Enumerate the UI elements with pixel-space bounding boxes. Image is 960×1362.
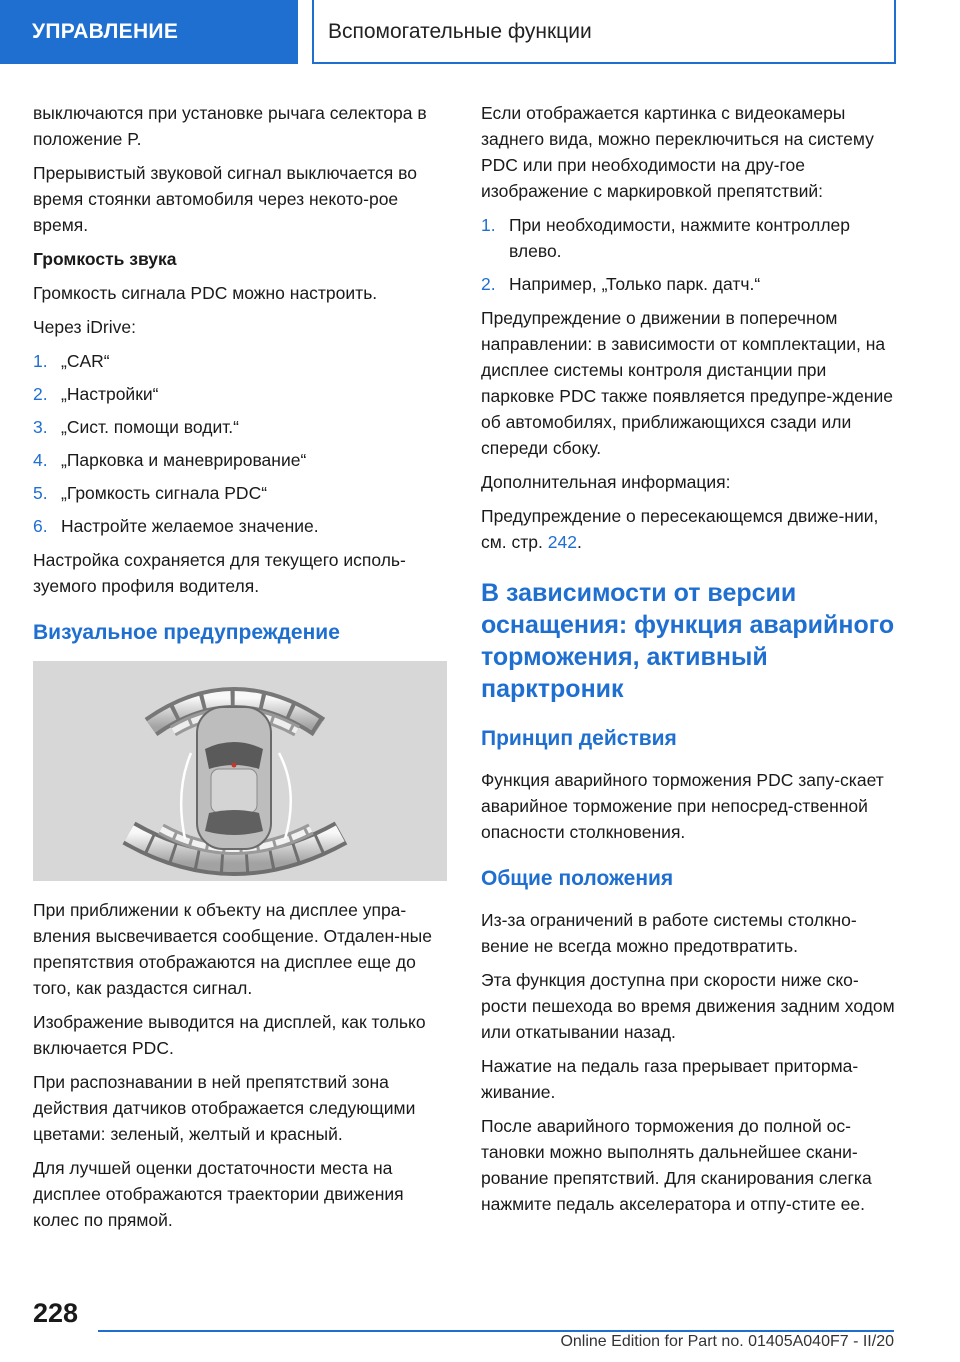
- paragraph: При распознавании в ней препятствий зона действия датчиков отображается следующими цветами: зеленый, желтый и красный.: [33, 1072, 416, 1144]
- list-item: [33, 480, 451, 506]
- paragraph: Из-за ограничений в работе системы столкно-вение не всегда можно предотвратить.: [481, 910, 857, 956]
- step-number: 4.: [33, 450, 48, 470]
- step-number: 3.: [33, 417, 48, 437]
- cross-reference-text: Предупреждение о пересекающемся движе-нии, см. стр.: [481, 506, 879, 552]
- right-column: [481, 100, 901, 1225]
- pdc-display-figure: [33, 661, 447, 881]
- step-text: „Сист. помощи водит.“: [61, 417, 239, 437]
- topic-title: Вспомогательные функции: [312, 0, 896, 64]
- idrive-steps: [33, 348, 451, 539]
- list-item: [33, 348, 451, 374]
- step-text: „Парковка и маневрирование“: [61, 450, 307, 470]
- paragraph: Предупреждение о движении в поперечном направлении: в зависимости от комплектации, на дисплее системы контроля дистанции при парковке PDC также появляется предупре-ждение об автомобилях, приближающихся сзади или спереди сбоку.: [481, 308, 894, 458]
- step-number: 2.: [481, 274, 496, 294]
- section-title: УПРАВЛЕНИЕ: [0, 0, 298, 64]
- edition-info: Online Edition for Part no. 01405A040F7 - II/20: [560, 1333, 894, 1350]
- step-text: „Настройки“: [61, 384, 159, 404]
- step-number: 1.: [33, 351, 48, 371]
- left-column: [33, 100, 451, 1241]
- paragraph: Эта функция доступна при скорости ниже ско-рости пешехода во время движения задним ходом или откатывании назад.: [481, 970, 895, 1042]
- step-text: При необходимости, нажмите контроллер влево.: [509, 215, 850, 261]
- visual-warning-heading: Визуальное предупреждение: [33, 621, 340, 644]
- step-text: Например, „Только парк. датч.“: [509, 274, 761, 294]
- step-text: Настройте желаемое значение.: [61, 516, 319, 536]
- list-item: [33, 513, 451, 539]
- paragraph: Дополнительная информация:: [481, 472, 731, 492]
- paragraph: При приближении к объекту на дисплее упра-вления высвечивается сообщение. Отдален-ные препятствия отображаются на дисплее еще до того, как раздастся сигнал.: [33, 900, 432, 998]
- emergency-braking-heading: В зависимости от версии оснащения: функция аварийного торможения, активный парктроник: [481, 579, 895, 703]
- car-body: [197, 707, 271, 849]
- paragraph: Через iDrive:: [33, 317, 136, 337]
- list-item: [481, 271, 901, 297]
- page-header: [0, 0, 960, 66]
- general-heading: Общие положения: [481, 867, 674, 890]
- principle-heading: Принцип действия: [481, 727, 677, 750]
- list-item: [33, 414, 451, 440]
- page-link-242[interactable]: 242: [547, 532, 577, 552]
- paragraph: После аварийного торможения до полной ос-тановки можно выполнять дальнейшее скани-рование препятствий. Для сканирования слегка нажмите педаль акселератора и отпу-стите ее.: [481, 1116, 872, 1214]
- step-number: 6.: [33, 516, 48, 536]
- paragraph: Функция аварийного торможения PDC запу-скает аварийное торможение при непосред-ственной опасности столкновения.: [481, 770, 884, 842]
- step-number: 2.: [33, 384, 48, 404]
- paragraph: Нажатие на педаль газа прерывает приторма-живание.: [481, 1056, 859, 1102]
- paragraph: Для лучшей оценки достаточности места на дисплее отображаются траектории движения колес по прямой.: [33, 1158, 404, 1230]
- pdc-car-illustration: [33, 661, 447, 881]
- list-item: [481, 212, 901, 264]
- paragraph: Изображение выводится на дисплей, как только включается PDC.: [33, 1012, 426, 1058]
- step-number: 1.: [481, 215, 496, 235]
- volume-heading: Громкость звука: [33, 249, 177, 269]
- punctuation: .: [576, 532, 582, 552]
- display-switch-steps: [481, 212, 901, 297]
- paragraph: Если отображается картинка с видеокамеры заднего вида, можно переключиться на систему PDC или при необходимости на дру-гое изображение с маркировкой препятствий:: [481, 103, 874, 201]
- step-text: „Громкость сигнала PDC“: [61, 483, 268, 503]
- list-item: [33, 381, 451, 407]
- paragraph: выключаются при установке рычага селектора в положение P.: [33, 103, 427, 149]
- cross-reference-paragraph: [481, 503, 901, 555]
- page-number: 228: [33, 1298, 79, 1328]
- paragraph: Прерывистый звуковой сигнал выключается во время стоянки автомобиля через некото-рое время.: [33, 163, 417, 235]
- paragraph: Настройка сохраняется для текущего исполь-зуемого профиля водителя.: [33, 550, 406, 596]
- paragraph: Громкость сигнала PDC можно настроить.: [33, 283, 378, 303]
- step-number: 5.: [33, 483, 48, 503]
- step-text: „CAR“: [61, 351, 110, 371]
- list-item: [33, 447, 451, 473]
- footer-divider: [98, 1330, 894, 1332]
